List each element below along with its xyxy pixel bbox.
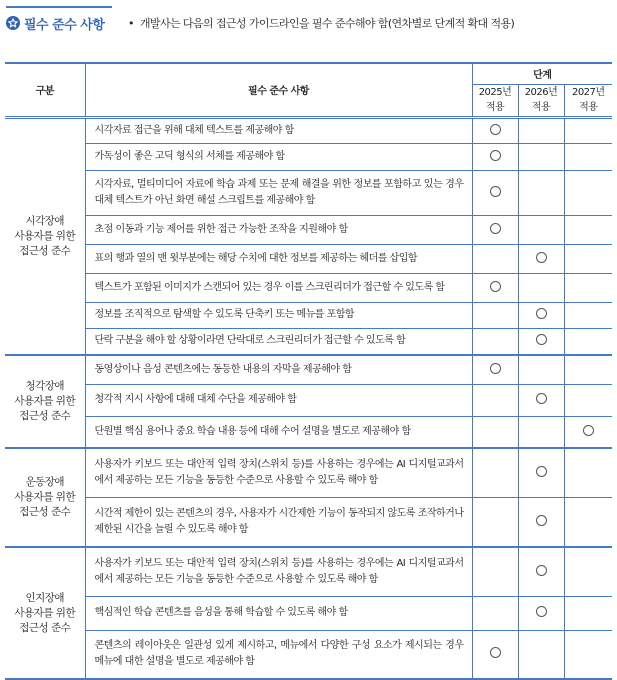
stage-cell-2027 [564,117,612,143]
header-year-2025: 2025년 적용 [472,84,518,117]
table-row [5,596,612,630]
header-category: 구분 [5,63,85,117]
bullet-icon: • [128,17,134,30]
table-row [5,170,612,215]
stage-cell-2025 [472,355,518,384]
header-stage: 단계 [472,63,612,84]
stage-cell-2025 [472,302,518,328]
stage-cell-2025 [472,497,518,547]
header-year-2026: 2026년 적용 [518,84,564,117]
stage-cell-2025 [472,244,518,273]
circle-mark-icon [536,252,547,263]
stage-cell-2025 [472,328,518,355]
category-label-line: 청각장애 [25,380,65,392]
requirement-text: 동영상이나 음성 콘텐츠에는 동등한 내용의 자막을 제공해야 함 [85,355,472,384]
requirement-text: 시각자료, 멀티미디어 자료에 학습 과제 또는 문제 해결을 위한 정보를 포함하고 있는 경우 대체 텍스트가 아닌 화면 해설 스크립트를 제공해야 함 [85,170,472,215]
circle-mark-icon [490,124,501,135]
stage-cell-2027 [564,355,612,384]
stage-cell-2025 [472,547,518,596]
requirement-text: 텍스트가 포함된 이미지가 스캔되어 있는 경우 이를 스크린리더가 접근할 수 있도록 함 [85,273,472,302]
requirements-table [5,62,612,680]
stage-cell-2027 [564,448,612,497]
stage-cell-2026 [518,596,564,630]
circle-mark-icon [490,647,501,658]
table-body [5,117,612,679]
stage-cell-2026 [518,630,564,679]
table-row [5,215,612,244]
category-cell [5,547,85,679]
stage-cell-2026 [518,448,564,497]
category-label-line: 사용자를 위한 [14,606,76,619]
stage-cell-2027 [564,547,612,596]
category-label-line: 운동장애 [25,476,65,488]
header-year-2027: 2027년 적용 [564,84,612,117]
stage-cell-2026 [518,117,564,143]
section-note-text: 개발사는 다음의 접근성 가이드라인을 필수 준수해야 함(연차별로 단계적 확대 적용) [139,17,515,30]
requirement-text: 사용자가 키보드 또는 대안적 입력 장치(스위치 등)를 사용하는 경우에는 AI 디지털교과서에서 제공하는 모든 기능을 동등한 수준으로 사용할 수 있도록 해야 함 [85,448,472,497]
circle-mark-icon [583,425,594,436]
requirement-text: 시각자료 접근을 위해 대체 텍스트를 제공해야 함 [85,117,472,143]
stage-cell-2026 [518,273,564,302]
stage-cell-2026 [518,244,564,273]
table-row [5,143,612,170]
table-row [5,244,612,273]
requirement-text: 핵심적인 학습 콘텐츠를 음성을 통해 학습할 수 있도록 해야 함 [85,596,472,630]
category-label-line: 사용자를 위한 [14,395,76,407]
circle-mark-icon [490,186,501,197]
requirement-text: 단원별 핵심 용어나 중요 학습 내용 등에 대해 수어 설명을 별도로 제공해야 함 [85,416,472,448]
category-label-line: 접근성 준수 [19,244,71,257]
stage-cell-2026 [518,416,564,448]
table-row [5,273,612,302]
circle-mark-icon [536,466,547,477]
stage-cell-2025 [472,630,518,679]
category-label-line: 사용자를 위한 [14,491,76,503]
circle-mark-icon [536,565,547,576]
section-note [128,15,514,31]
stage-cell-2025 [472,170,518,215]
top-divider [6,6,112,8]
circle-mark-icon [536,606,547,617]
section-title: 필수 준수 사항 [24,17,105,33]
stage-cell-2025 [472,143,518,170]
table-row [5,497,612,547]
circle-mark-icon [490,150,501,161]
stage-cell-2026 [518,497,564,547]
requirement-text: 표의 행과 열의 맨 윗부분에는 해당 수치에 대한 정보를 제공하는 헤더를 삽입함 [85,244,472,273]
stage-cell-2027 [564,143,612,170]
circle-mark-icon [536,393,547,404]
table-row [5,355,612,384]
stage-cell-2027 [564,497,612,547]
table-row [5,302,612,328]
category-label-line: 사용자를 위한 [14,229,76,242]
stage-cell-2025 [472,215,518,244]
stage-cell-2025 [472,384,518,416]
category-cell [5,448,85,547]
table-row [5,328,612,355]
circle-mark-icon [490,363,501,374]
category-cell [5,355,85,448]
stage-cell-2026 [518,355,564,384]
table-row [5,416,612,448]
stage-cell-2025 [472,273,518,302]
stage-cell-2026 [518,328,564,355]
circle-mark-icon [490,223,501,234]
requirement-text: 단락 구분을 해야 할 상황이라면 단락대로 스크린리더가 접근할 수 있도록 함 [85,328,472,355]
section-header [6,13,104,33]
table-row [5,630,612,679]
stage-cell-2026 [518,170,564,215]
stage-cell-2027 [564,244,612,273]
stage-cell-2026 [518,547,564,596]
stage-cell-2025 [472,596,518,630]
table-row [5,448,612,497]
stage-cell-2026 [518,302,564,328]
stage-cell-2026 [518,215,564,244]
stage-cell-2027 [564,328,612,355]
category-label-line: 접근성 준수 [19,410,71,422]
stage-cell-2027 [564,384,612,416]
circle-mark-icon [536,515,547,526]
requirement-text: 정보를 조직적으로 탐색할 수 있도록 단축키 또는 메뉴를 포함함 [85,302,472,328]
stage-cell-2027 [564,215,612,244]
stage-cell-2025 [472,448,518,497]
requirement-text: 초점 이동과 기능 제어를 위한 접근 가능한 조작을 지원해야 함 [85,215,472,244]
stage-cell-2027 [564,273,612,302]
table-row [5,384,612,416]
category-label-line: 시각장애 [25,214,65,227]
category-label-line: 접근성 준수 [19,621,71,634]
requirement-text: 콘텐츠의 레이아웃은 일관성 있게 제시하고, 메뉴에서 다양한 구성 요소가 제시되는 경우 메뉴에 대한 설명을 별도로 제공해야 함 [85,630,472,679]
table-row [5,117,612,143]
table-row [5,547,612,596]
category-label-line: 인지장애 [25,591,65,604]
circle-mark-icon [490,281,501,292]
circle-mark-icon [536,308,547,319]
stage-cell-2027 [564,416,612,448]
category-label-line: 접근성 준수 [19,506,71,518]
stage-cell-2027 [564,596,612,630]
stage-cell-2025 [472,416,518,448]
requirement-text: 사용자가 키보드 또는 대안적 입력 장치(스위치 등)를 사용하는 경우에는 AI 디지털교과서에서 제공하는 모든 기능을 동등한 수준으로 사용할 수 있도록 해야 함 [85,547,472,596]
category-cell [5,117,85,355]
stage-cell-2027 [564,170,612,215]
stage-cell-2025 [472,117,518,143]
stage-cell-2027 [564,630,612,679]
requirement-text: 시간적 제한이 있는 콘텐츠의 경우, 사용자가 시간제한 기능이 동작되지 않도록 조작하거나 제한된 시간을 늘릴 수 있도록 해야 함 [85,497,472,547]
circle-mark-icon [536,334,547,345]
header-requirement: 필수 준수 사항 [85,63,472,117]
stage-cell-2026 [518,143,564,170]
stage-cell-2026 [518,384,564,416]
requirement-text: 청각적 지시 사항에 대해 대체 수단을 제공해야 함 [85,384,472,416]
star-circle-icon [6,16,20,30]
requirement-text: 가독성이 좋은 고딕 형식의 서체를 제공해야 함 [85,143,472,170]
stage-cell-2027 [564,302,612,328]
